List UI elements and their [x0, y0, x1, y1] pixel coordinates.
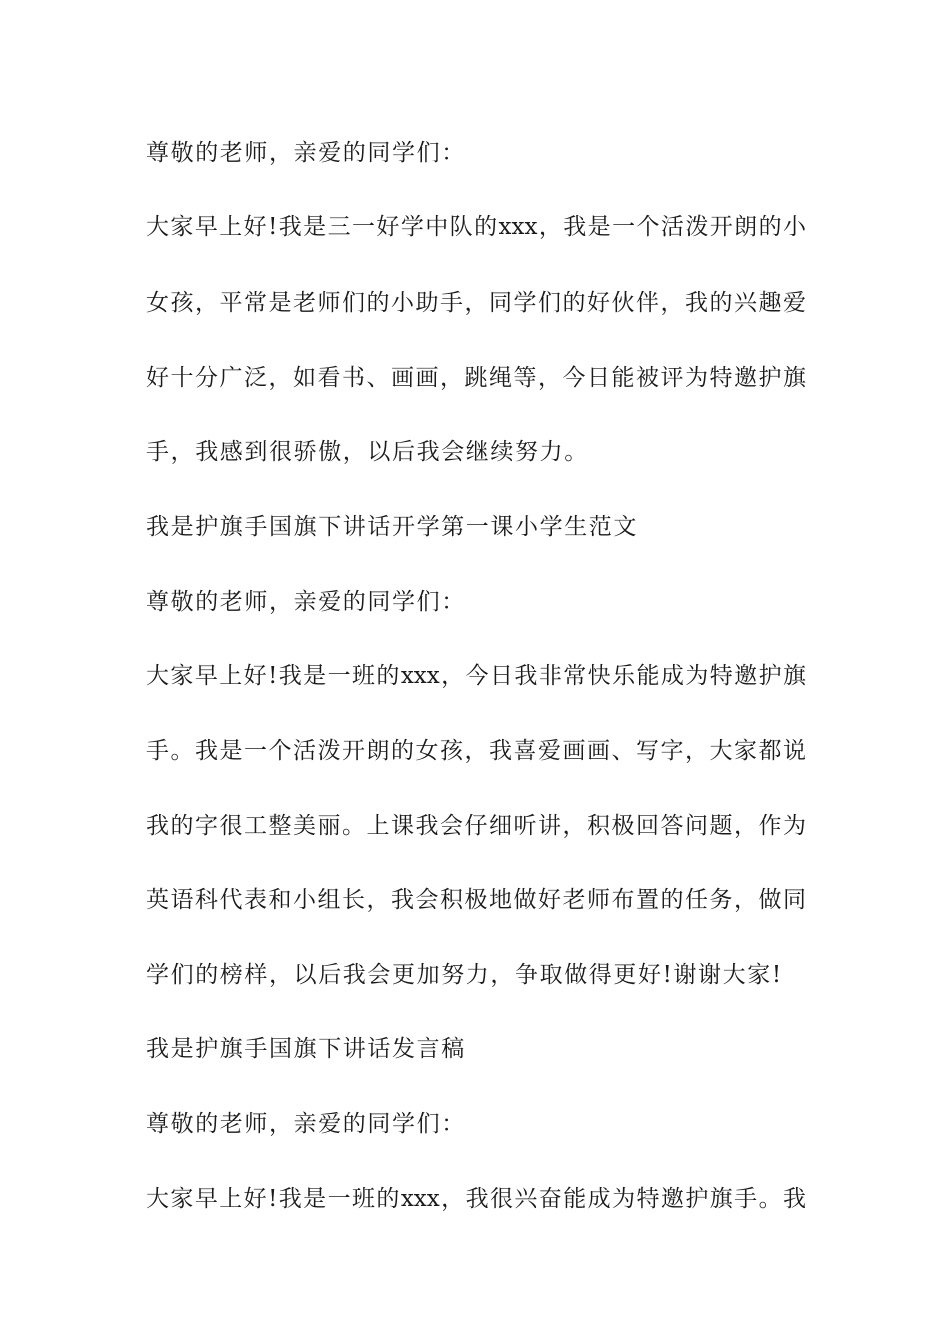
greeting-line: 尊敬的老师，亲爱的同学们： — [146, 1111, 466, 1137]
body-line: 手。我是一个活泼开朗的女孩，我喜爱画画、写字，大家都说 — [146, 738, 806, 764]
body-line: 我的字很工整美丽。上课我会仔细听讲，积极回答问题，作为 — [146, 813, 806, 839]
body-line: 好十分广泛，如看书、画画，跳绳等，今日能被评为特邀护旗 — [146, 365, 806, 391]
greeting-line: 尊敬的老师，亲爱的同学们： — [146, 589, 466, 615]
greeting-line: 尊敬的老师，亲爱的同学们： — [146, 140, 466, 166]
body-line: 大家早上好!我是一班的xxx，我很兴奋能成为特邀护旗手。我 — [146, 1186, 806, 1212]
section-title: 我是护旗手国旗下讲话开学第一课小学生范文 — [146, 514, 638, 540]
body-line: 大家早上好!我是三一好学中队的xxx，我是一个活泼开朗的小 — [146, 214, 806, 240]
body-line: 学们的榜样，以后我会更加努力，争取做得更好!谢谢大家! — [146, 962, 783, 988]
section-title: 我是护旗手国旗下讲话发言稿 — [146, 1036, 466, 1062]
body-line: 女孩，平常是老师们的小助手，同学们的好伙伴，我的兴趣爱 — [146, 290, 806, 316]
body-line: 英语科代表和小组长，我会积极地做好老师布置的任务，做同 — [146, 887, 806, 913]
body-line: 大家早上好!我是一班的xxx，今日我非常快乐能成为特邀护旗 — [146, 663, 806, 689]
body-line: 手，我感到很骄傲，以后我会继续努力。 — [146, 439, 589, 465]
